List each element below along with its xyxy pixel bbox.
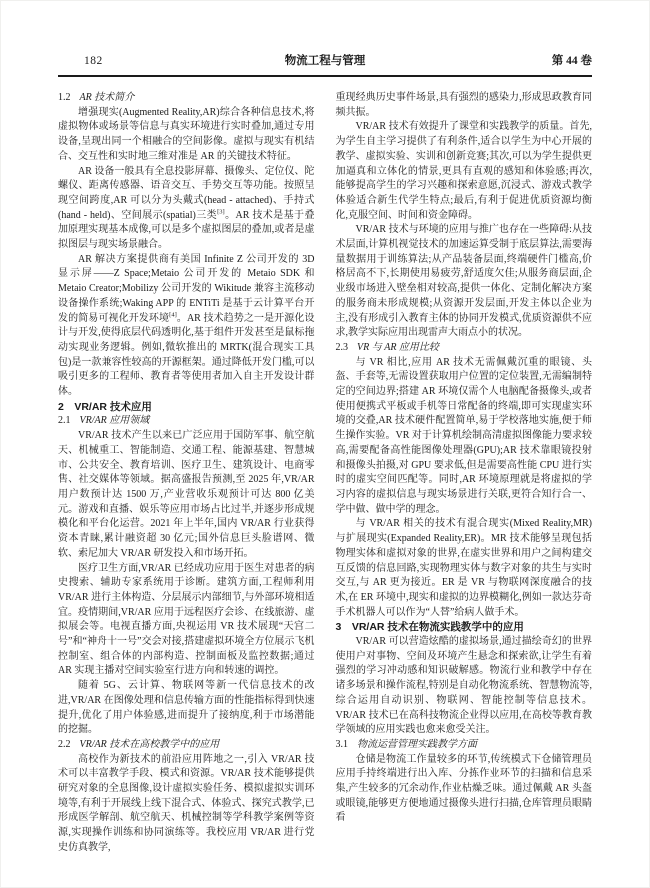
heading-number: 2.2 bbox=[58, 738, 71, 750]
page-number: 182 bbox=[84, 55, 103, 67]
journal-title: 物流工程与管理 bbox=[284, 55, 366, 67]
section-heading bbox=[58, 414, 315, 429]
section-heading bbox=[336, 341, 593, 356]
volume-label: 第 44 卷 bbox=[551, 55, 592, 67]
article-body bbox=[58, 91, 592, 856]
paragraph: 与 VR/AR 相关的技术有混合现实(Mixed Reality,MR)与扩展现实(Expanded Reality,ER)。MR 技术能够呈现包括物理实体和虚拟对象的世界,在虚实世界和用户之间构建交互反馈的信息回路,实现物理实体与数字对象的共生与实时交互,与 AR 更为接近。ER 是 VR 与物联网深度融合的技术,在 ER 环境中,现实和虚拟的边界模糊化,例如一款达芬奇手术机器人可以作为“人替”给病人做手术。 bbox=[335, 518, 592, 618]
section-heading bbox=[58, 400, 315, 415]
heading-number: 2 bbox=[58, 400, 64, 413]
section-heading bbox=[336, 620, 593, 635]
heading-text: AR 技术简介 bbox=[79, 92, 135, 103]
heading-number: 3 bbox=[335, 621, 342, 634]
paragraph: AR 设备一般具有全息投影屏幕、摄像头、定位仪、陀螺仪、距离传感器、语音交互、手势交互等功能。按照呈现空间跨度,AR 可以分为头戴式(head - attached)、手持式(hand - held)、空间展示(spatial)三类[3]。AR 技术是基于叠加原理实现基本成像,可以是多个虚拟图层的叠加,或者是虚拟图层与现实场景融合。 bbox=[58, 165, 315, 251]
paragraph: 仓储是物流工作量较多的环节,传统模式下仓储管理员应用手持终端进行出入库、分拣作业环节的扫描和信息采集,产生较多的冗余动作,作业枯燥乏味。通过佩戴 AR 头盔或眼镜,能够更方便地通过摄像头进行扫描,仓库管理员眼睛看 bbox=[335, 753, 592, 824]
paragraph: VR/AR 技术有效提升了课堂和实践教学的质量。首先,为学生自主学习提供了有利条件,适合以学生为中心开展的教学、虚拟实验、实训和创新竞赛;其次,可以为学生提供更加逼真和立体化的情景,更具有直观的感知和体验感;再次,能够提高学生的学习兴趣和探索意愿,沉浸式、游戏式教学体验适合新生代学生特点;最后,有利于促进优质资源均衡化,克服空间、时间和资金障碍。 bbox=[335, 121, 592, 221]
column-right bbox=[336, 91, 593, 856]
heading-text: VR/AR 应用领域 bbox=[79, 415, 150, 427]
heading-text: 物流运营管理实践教学方面 bbox=[357, 738, 477, 750]
heading-text: VR/AR 技术应用 bbox=[74, 400, 152, 413]
heading-text: VR 与 AR 应用比较 bbox=[357, 341, 439, 353]
paragraph: VR/AR 技术与环境的应用与推广也存在一些障碍:从技术层面,计算机视觉技术的加速运算受制于底层算法,需要海量数据用于训练算法;从产品装备层面,终端硬件门槛高,价格居高不下,长期使用易疲劳,舒适度欠佳;从服务商层面,企业级市场进入壁垒相对较高,提供一体化、定制化解决方案的服务商未形成规模;从资源开发层面,开发主体以企业为主,没有形成引入教育主体的协同开发模式,优质资源供不应求,教学实际应用出现雷声大雨点小的状况。 bbox=[335, 224, 592, 339]
page-header bbox=[58, 53, 592, 70]
paragraph: VR/AR 可以营造炫酷的虚拟场景,通过描绘奇幻的世界使用户对事物、空间及环境产生悬念和探索欲,让学生有着强烈的学习冲动感和知识破解感。物流行业和教学中存在诸多场景和操作流程,特别是自动化物流系统、智慧物流等,综合运用自动识别、物联网、智能控制等信息技术。VR/AR 技术已在高科技物流企业得以应用,在高校等教育教学领域的应用实践也愈来愈受关注。 bbox=[335, 636, 592, 736]
paragraph: 增强现实(Augmented Reality,AR)综合各种信息技术,将虚拟物体或场景等信息与真实环境进行实时叠加,通过专用设备,呈现出同一个相融合的空间影像。虚拟与现实有机结合、交互性和实时地三维对准是 AR 的关键技术特征。 bbox=[58, 106, 315, 162]
citation-ref: [4] bbox=[169, 311, 177, 319]
heading-number: 3.1 bbox=[335, 738, 348, 750]
column-left bbox=[58, 91, 315, 856]
paragraph: AR 解决方案提供商有美国 Infinite Z 公司开发的 3D 显示屏——Z Space;Metaio 公司开发的 Metaio SDK 和 Metaio Creator;Mobilizy 公司开发的 Wikitude 兼容主流移动设备操作系统;Waking APP 的 ENTiTi 是基于云计算平台开发的简易可视化开发环境[4]。AR 技术趋势之一是开源化设计与开发,使得底层代码透明化,基于组件开发甚至是鼠标拖动实现业务逻辑。例如,微软推出的 MRTK(混合现实工具包)是一款兼容性较高的开源框架。通过降低开发门槛,可以吸引更多的工程师、教育者等使用者加入自主开发设计群体。 bbox=[58, 253, 315, 398]
paragraph: 高校作为新技术的前沿应用阵地之一,引入 VR/AR 技术可以丰富教学手段、模式和资源。VR/AR 技术能够提供研究对象的全息图像,设计虚拟实验任务、模拟虚拟实训环境等,有利于开展线上线下混合式、体验式、探究式教学,已形成医学解剖、航空航天、机械控制等学科教学案例等资源,实现操作训练和协同演练等。我校应用 VR/AR 进行党史仿真教学, bbox=[58, 753, 315, 853]
section-heading bbox=[58, 738, 315, 753]
header-rule bbox=[58, 75, 592, 77]
heading-number: 1.2 bbox=[58, 92, 71, 103]
section-heading bbox=[58, 91, 315, 106]
heading-number: 2.1 bbox=[58, 415, 71, 427]
paragraph: 重现经典历史事件场景,具有强烈的感染力,形成思政教育同频共振。 bbox=[335, 92, 592, 118]
section-heading bbox=[336, 738, 593, 753]
citation-ref: [3] bbox=[217, 208, 225, 216]
heading-number: 2.3 bbox=[335, 341, 348, 353]
paragraph: 随着 5G、云计算、物联网等新一代信息技术的改进,VR/AR 在图像处理和信息传输方面的性能指标得到快速提升,优化了用户体验感,进而提升了接纳度,利于市场潜能的挖掘。 bbox=[58, 680, 315, 736]
paragraph: VR/AR 技术产生以来已广泛应用于国防军事、航空航天、机械重工、智能制造、交通工程、能源基建、智慧城市、公共安全、教育培训、医疗卫生、建筑设计、电商零售、社交媒体等领域。据高盛报告预测,至 2025 年,VR/AR 用户数预计达 1500 万,产业营收乐观预计可达 800 亿美元。游戏和直播、娱乐等应用市场占比过半,并逐步形成规模化和平台化运营。2021 年上半年,国内 VR/AR 行业获得资本青睐,累计融资超 30 亿元;国外信息巨头脸谱网、微软、索尼加大 VR/AR 研发投入和市场开拓。 bbox=[58, 430, 315, 559]
heading-text: VR/AR 技术在高校教学中的应用 bbox=[79, 738, 220, 750]
paragraph: 与 VR 相比,应用 AR 技术无需佩戴沉重的眼镜、头盔、手套等,无需设置获取用户位置的定位装置,无需编制特定的空间边界;搭建 AR 环境仅需个人电脑配备摄像头,或者使用便携式平板或手机等日常配备的终端,即可实现虚实环境的交叠,AR 技术硬件配置简单,易于学校落地实施,便于师生操作实验。VR 对于计算机绘制高清虚拟图像能力要求较高,需要配备高性能图像处理器(GPU);AR 技术靠眼镜投射和摄像头拍摄,对 GPU 要求低,但是需要高性能 CPU 进行实时的虚实空间匹配等。同时,AR 环境原理就是将虚拟的学习内容的虚拟信息与现实场景进行关联,更符合知行合一、学中做、做中学的理念。 bbox=[335, 356, 592, 515]
heading-text: VR/AR 技术在物流实践教学中的应用 bbox=[351, 621, 524, 634]
paragraph: 医疗卫生方面,VR/AR 已经成功应用于医生对患者的病史搜索、辅助专家系统用于诊断。建筑方面,工程师利用 VR/AR 进行主体构造、分层展示内部细节,与外部环境相适宜。疫情期间,VR/AR 应用于远程医疗会诊、在线旅游、虚拟展会等。电视直播方面,央视运用 VR 技术展现“天宫二号”和“神舟十一号”交会对接,搭建虚拟环境全方位展示飞机控制室、组合体的内部构造、控制面板及监控数据;通过 AR 实现主播对空间实验室行进方向和转速的调控。 bbox=[58, 562, 315, 677]
